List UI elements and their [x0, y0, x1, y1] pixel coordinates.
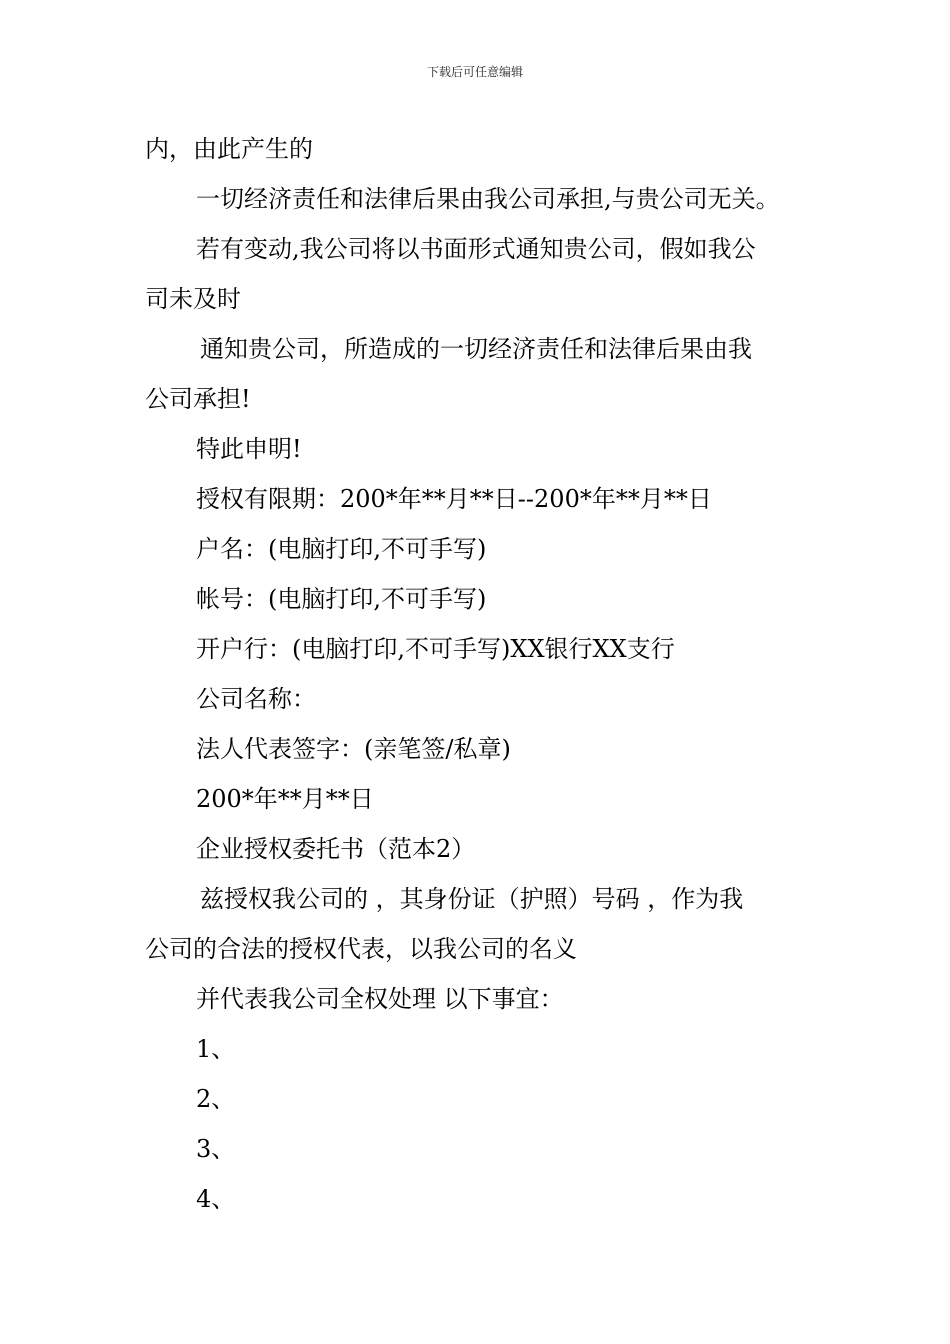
text-line: 户名：(电脑打印,不可手写): [196, 535, 487, 563]
text-line: 并代表我公司全权处理 以下事宜：: [196, 985, 564, 1013]
section-title: 企业授权委托书（范本2）: [196, 835, 476, 863]
list-item: 2、: [196, 1085, 236, 1113]
text-line: 兹授权我公司的 ，其身份证（护照）号码 ，作为我: [200, 885, 744, 913]
list-item: 4、: [196, 1185, 236, 1213]
text-line: 开户行：(电脑打印,不可手写)XX银行XX支行: [196, 635, 675, 663]
text-line: 特此申明!: [196, 435, 302, 463]
list-item: 3、: [196, 1135, 236, 1163]
text-line: 帐号：(电脑打印,不可手写): [196, 585, 487, 613]
text-line: 若有变动,我公司将以书面形式通知贵公司，假如我公: [196, 235, 756, 263]
text-line: 一切经济责任和法律后果由我公司承担,与贵公司无关。: [196, 185, 780, 213]
text-line: 公司的合法的授权代表，以我公司的名义: [145, 935, 577, 963]
text-line: 公司承担!: [145, 385, 251, 413]
text-line: 司未及时: [145, 285, 241, 313]
document-body: [145, 124, 810, 1224]
list-item: 1、: [196, 1035, 236, 1063]
text-line: 通知贵公司，所造成的一切经济责任和法律后果由我: [200, 335, 752, 363]
text-line: 200*年**月**日: [196, 785, 374, 813]
page-header: 下载后可任意编辑: [426, 65, 523, 79]
text-line: 公司名称：: [196, 685, 316, 713]
text-line: 内，由此产生的: [145, 135, 313, 163]
text-line: 法人代表签字：(亲笔签/私章): [196, 735, 511, 763]
text-line: 授权有限期：200*年**月**日--200*年**月**日: [196, 485, 712, 513]
